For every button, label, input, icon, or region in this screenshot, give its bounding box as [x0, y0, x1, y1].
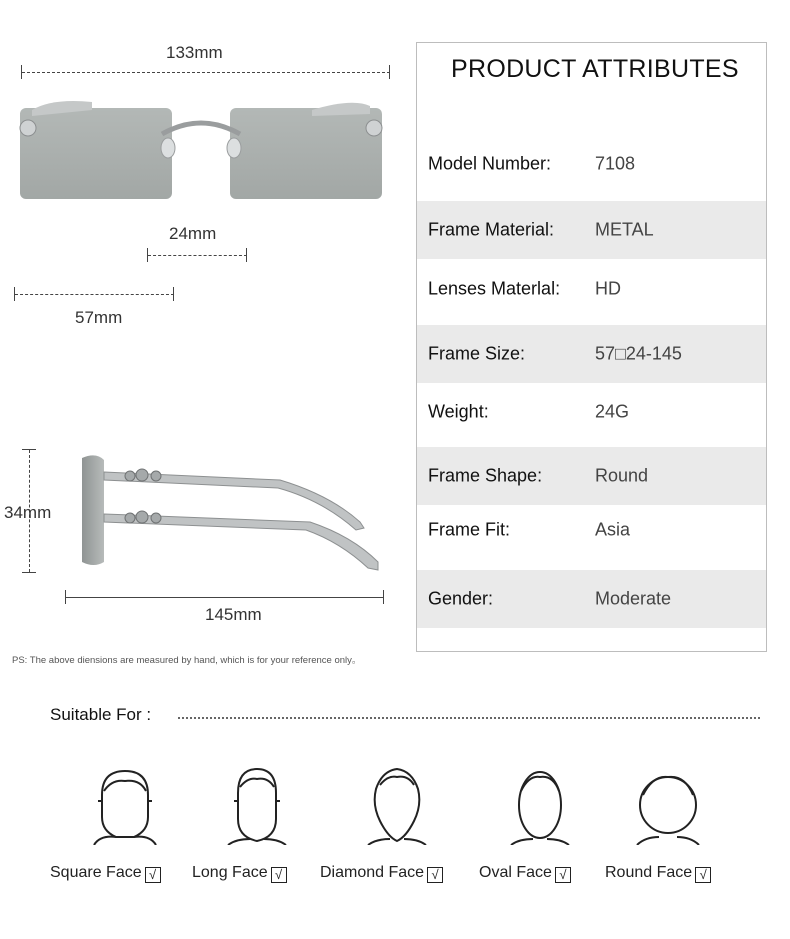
dim-lens-width-line [15, 294, 174, 295]
dim-bridge-line [148, 255, 247, 256]
check-mark: √ [555, 867, 571, 883]
attr-row-gender: Gender: Moderate [417, 570, 766, 628]
attr-row-model-number: Model Number: 7108 [428, 153, 636, 174]
oval-face-icon [505, 765, 575, 845]
dim-lens-width-label: 57mm [75, 308, 123, 327]
face-label-round: Round Face √ [605, 864, 711, 883]
diamond-face-icon [362, 765, 432, 845]
face-label-square: Square Face √ [50, 864, 161, 883]
dotted-divider [178, 717, 760, 719]
attr-value: Asia [595, 519, 631, 540]
face-label-long: Long Face √ [192, 864, 287, 883]
check-mark: √ [427, 867, 443, 883]
dim-total-width-line [22, 72, 390, 73]
check-mark: √ [695, 867, 711, 883]
attr-value: 7108 [595, 153, 636, 174]
attr-key: Frame Fit [428, 519, 506, 540]
attr-key: Frame Size [428, 343, 521, 364]
bridge [162, 123, 240, 134]
dim-temple-label: 145mm [205, 605, 262, 624]
attr-value: Moderate [595, 588, 672, 609]
attr-key: Lenses Materlal [428, 278, 556, 299]
dim-bridge-label: 24mm [169, 224, 217, 243]
attr-key: Model Number [428, 153, 547, 174]
glasses-side-image [60, 450, 390, 575]
attr-value: Round [595, 465, 649, 486]
dim-total-width-label: 133mm [166, 43, 223, 62]
attr-key: Weight [428, 401, 484, 422]
attr-value: 24G [595, 401, 630, 422]
attr-row-lenses-material: Lenses Materlal: HD [428, 278, 621, 299]
check-mark: √ [145, 867, 161, 883]
measurement-note: PS: The above diensions are measured by hand, which is for your reference only。 [12, 655, 362, 666]
attr-row-frame-fit: Frame Fit: Asia [428, 519, 631, 540]
right-lens [230, 108, 382, 199]
dim-temple-line [65, 597, 383, 598]
left-lens [20, 108, 172, 199]
face-label-oval: Oval Face √ [479, 864, 571, 883]
long-face-icon [222, 765, 292, 845]
attr-key: Frame Shape [428, 465, 538, 486]
attr-value: 57□24-145 [595, 343, 682, 364]
attr-key: Gender [428, 588, 489, 609]
round-face-icon [633, 765, 703, 845]
attr-value: HD [595, 278, 621, 299]
dim-lens-height-label: 34mm [4, 503, 52, 522]
face-label-diamond: Diamond Face √ [320, 864, 443, 883]
glasses-front-image [12, 92, 392, 210]
attr-key: Frame Material [428, 219, 550, 240]
attr-row-frame-material: Frame Material: METAL [417, 201, 766, 259]
check-mark: √ [271, 867, 287, 883]
suitable-for-heading: Suitable For : [50, 705, 152, 724]
attr-value: METAL [595, 219, 654, 240]
square-face-icon [90, 765, 160, 845]
side-lens [82, 455, 104, 565]
attr-row-weight: Weight: 24G [428, 401, 630, 422]
product-attributes-panel [416, 42, 767, 652]
attr-row-frame-size: Frame Size: 57□24-145 [417, 325, 766, 383]
panel-title: PRODUCT ATTRIBUTES [451, 55, 739, 83]
attr-row-frame-shape: Frame Shape: Round [417, 447, 766, 505]
